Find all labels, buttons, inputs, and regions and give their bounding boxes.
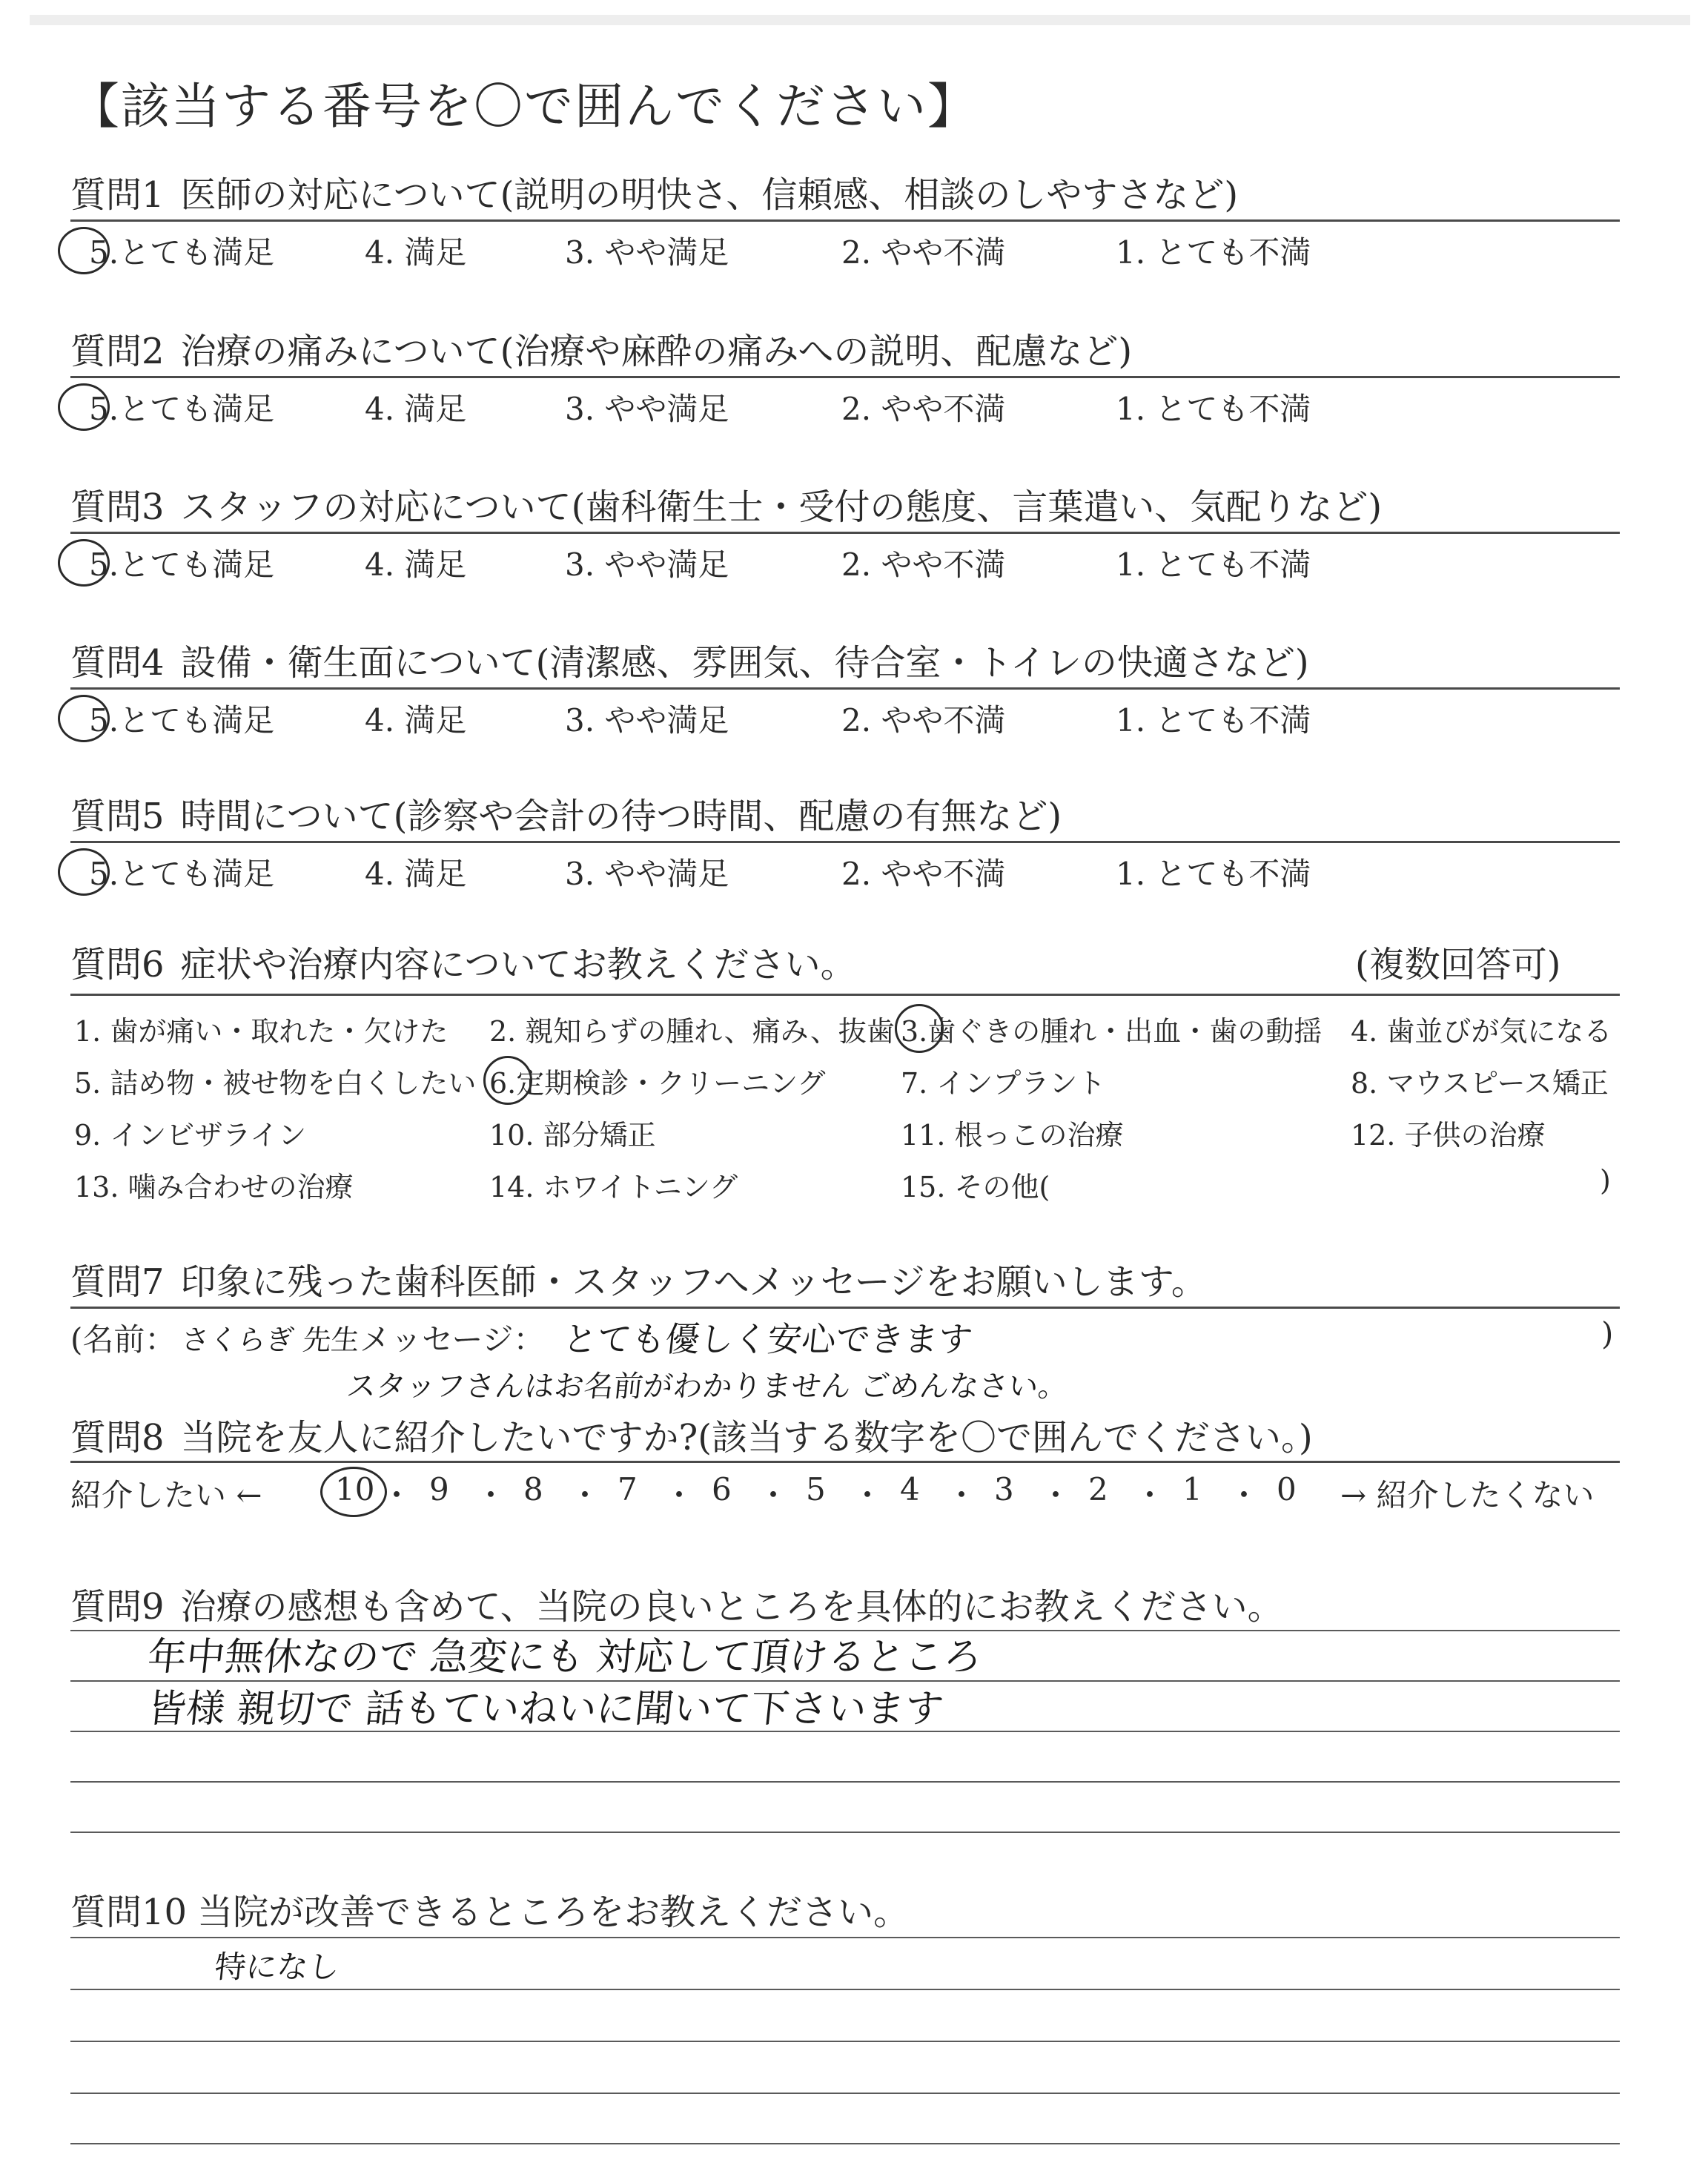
answer-line-2-handwritten: 皆様 親切で 話もていねいに聞いて下さいます — [145, 1687, 946, 1731]
symptom-option-12[interactable]: 12. 子供の治療 — [1351, 1119, 1546, 1152]
question-number: 質問1 — [70, 174, 165, 216]
doctor-name-handwritten: さくらぎ 先生 — [179, 1324, 362, 1356]
close-paren: ) — [1601, 1315, 1614, 1352]
question-number: 質問5 — [70, 796, 165, 837]
scale-separator-dot: ・ — [569, 1477, 601, 1513]
other-close-paren: ) — [1600, 1164, 1611, 1197]
recommend-value-3[interactable]: 3 — [994, 1471, 1014, 1507]
rating-option-2[interactable]: 2. やや不満 — [841, 546, 1006, 583]
question-text: 時間について(診察や会計の待つ時間、配慮の有無など) — [180, 796, 1062, 837]
recommend-value-6[interactable]: 6 — [712, 1471, 732, 1507]
symptom-option-3[interactable]: 3.歯ぐきの腫れ・出血・歯の動揺 — [901, 1015, 1323, 1048]
question-rule — [70, 219, 1620, 222]
rating-option-4[interactable]: 4. 満足 — [365, 546, 467, 583]
multiple-answer-note: (複数回答可) — [1355, 944, 1561, 985]
symptom-option-15[interactable]: 15. その他( — [901, 1171, 1050, 1203]
symptom-option-8[interactable]: 8. マウスピース矯正 — [1351, 1067, 1609, 1100]
selected-circle-mark — [58, 695, 110, 742]
rating-option-1[interactable]: 1. とても不満 — [1116, 702, 1311, 739]
selected-circle-mark — [58, 848, 110, 896]
symptom-option-2[interactable]: 2. 親知らずの腫れ、痛み、抜歯 — [489, 1015, 895, 1048]
writing-line — [70, 1989, 1620, 1990]
recommend-value-2[interactable]: 2 — [1088, 1471, 1108, 1507]
rating-option-1[interactable]: 1. とても不満 — [1116, 234, 1311, 271]
recommend-label-right: → 紹介したくない — [1340, 1477, 1595, 1513]
symptom-option-4[interactable]: 4. 歯並びが気になる — [1351, 1015, 1612, 1048]
recommend-value-4[interactable]: 4 — [900, 1471, 920, 1507]
question-text: 症状や治療内容についてお教えください。 — [180, 944, 856, 985]
writing-line — [70, 2093, 1620, 2094]
scale-separator-dot: ・ — [475, 1477, 507, 1513]
answer-line-1-handwritten: 年中無休なので 急変にも 対応して頂けるところ — [145, 1635, 984, 1680]
symptom-option-13[interactable]: 13. 噛み合わせの治療 — [74, 1171, 354, 1203]
question-rule — [70, 841, 1620, 843]
writing-line — [70, 1781, 1620, 1783]
scale-separator-dot: ・ — [1228, 1477, 1260, 1513]
rating-option-3[interactable]: 3. やや満足 — [565, 702, 729, 739]
question-1 — [70, 166, 1238, 217]
recommend-value-8[interactable]: 8 — [523, 1471, 543, 1507]
rating-option-3[interactable]: 3. やや満足 — [565, 234, 729, 271]
question-3 — [70, 478, 1382, 529]
rating-option-5[interactable]: 5.とても満足 — [89, 391, 275, 427]
selected-circle-mark — [58, 227, 110, 274]
scale-separator-dot: ・ — [663, 1477, 695, 1513]
rating-option-3[interactable]: 3. やや満足 — [565, 546, 729, 583]
recommend-value-7[interactable]: 7 — [618, 1471, 638, 1507]
recommend-label-left: 紹介したい ← — [70, 1477, 262, 1513]
question-number: 質問9 — [70, 1586, 165, 1628]
question-text: 印象に残った歯科医師・スタッフへメッセージをお願いします。 — [180, 1261, 1207, 1303]
improvement-answer-handwritten: 特になし — [213, 1949, 342, 1985]
rating-option-5[interactable]: 5.とても満足 — [89, 234, 275, 271]
symptom-option-14[interactable]: 14. ホワイトニング — [489, 1171, 738, 1203]
question-rule — [70, 1461, 1620, 1463]
selected-circle-mark — [58, 383, 110, 431]
recommend-value-10[interactable]: 10 — [335, 1471, 375, 1507]
selected-circle-mark — [483, 1056, 532, 1105]
message-extra-handwritten: スタッフさんはお名前がわかりません ごめんなさい。 — [345, 1370, 1070, 1404]
question-5 — [70, 787, 1062, 839]
symptom-option-10[interactable]: 10. 部分矯正 — [489, 1119, 656, 1152]
question-number: 質問3 — [70, 486, 165, 528]
question-text: 設備・衛生面について(清潔感、雰囲気、待合室・トイレの快適さなど) — [180, 642, 1309, 684]
rating-option-4[interactable]: 4. 満足 — [365, 702, 467, 739]
rating-option-2[interactable]: 2. やや不満 — [841, 856, 1006, 892]
question-10 — [70, 1883, 909, 1935]
writing-line — [70, 2143, 1620, 2144]
question-9 — [70, 1578, 1283, 1629]
recommend-value-5[interactable]: 5 — [806, 1471, 826, 1507]
symptom-option-9[interactable]: 9. インビザライン — [74, 1119, 307, 1152]
question-rule — [70, 1307, 1620, 1309]
question-6 — [70, 936, 856, 987]
question-8 — [70, 1409, 1313, 1460]
symptom-option-6[interactable]: 6.定期検診・クリーニング — [489, 1067, 826, 1100]
question-7 — [70, 1253, 1207, 1304]
rating-option-1[interactable]: 1. とても不満 — [1116, 391, 1311, 427]
writing-line — [70, 1832, 1620, 1833]
message-label: メッセージ： — [360, 1321, 545, 1358]
question-number: 質問10 — [70, 1892, 188, 1933]
form-instruction: 【該当する番号を〇で囲んでください】 — [70, 78, 978, 135]
question-text: 当院が改善できるところをお教えください。 — [197, 1892, 910, 1933]
rating-option-4[interactable]: 4. 満足 — [365, 856, 467, 892]
rating-option-1[interactable]: 1. とても不満 — [1116, 546, 1311, 583]
rating-option-5[interactable]: 5.とても満足 — [89, 702, 275, 739]
question-rule — [70, 532, 1620, 534]
question-number: 質問4 — [70, 642, 165, 684]
recommend-value-9[interactable]: 9 — [429, 1471, 449, 1507]
rating-option-1[interactable]: 1. とても不満 — [1116, 856, 1311, 892]
selected-circle-mark — [320, 1467, 387, 1517]
symptom-option-5[interactable]: 5. 詰め物・被せ物を白くしたい — [74, 1067, 477, 1100]
selected-circle-mark — [58, 539, 110, 587]
writing-line — [70, 2041, 1620, 2042]
scale-separator-dot: ・ — [1134, 1477, 1166, 1513]
scale-separator-dot: ・ — [852, 1477, 884, 1513]
symptom-option-11[interactable]: 11. 根っこの治療 — [901, 1119, 1124, 1152]
question-text: 治療の痛みについて(治療や麻酔の痛みへの説明、配慮など) — [180, 331, 1133, 372]
question-2 — [70, 323, 1132, 374]
rating-option-3[interactable]: 3. やや満足 — [565, 391, 729, 427]
question-text: スタッフの対応について(歯科衛生士・受付の態度、言葉遣い、気配りなど) — [180, 486, 1383, 528]
question-number: 質問2 — [70, 331, 165, 372]
rating-option-2[interactable]: 2. やや不満 — [841, 391, 1006, 427]
question-rule — [70, 376, 1620, 378]
scale-separator-dot: ・ — [381, 1477, 413, 1513]
symptom-option-7[interactable]: 7. インプラント — [901, 1067, 1106, 1100]
question-number: 質問8 — [70, 1417, 165, 1459]
question-text: 当院を友人に紹介したいですか?(該当する数字を〇で囲んでください。) — [180, 1417, 1313, 1459]
scale-separator-dot: ・ — [946, 1477, 978, 1513]
question-rule — [70, 994, 1620, 996]
question-text: 治療の感想も含めて、当院の良いところを具体的にお教えください。 — [180, 1586, 1283, 1628]
rating-option-5[interactable]: 5.とても満足 — [89, 546, 275, 583]
rating-option-4[interactable]: 4. 満足 — [365, 234, 467, 271]
question-rule — [70, 687, 1620, 690]
message-handwritten: とても優しく安心できます — [560, 1319, 975, 1359]
symptom-option-1[interactable]: 1. 歯が痛い・取れた・欠けた — [74, 1015, 448, 1048]
scan-edge — [30, 15, 1690, 25]
question-number: 質問6 — [70, 944, 165, 985]
rating-option-5[interactable]: 5.とても満足 — [89, 856, 275, 892]
rating-option-4[interactable]: 4. 満足 — [365, 391, 467, 427]
question-4 — [70, 634, 1309, 685]
rating-option-2[interactable]: 2. やや不満 — [841, 702, 1006, 739]
question-text: 医師の対応について(説明の明快さ、信頼感、相談のしやすさなど) — [180, 174, 1239, 216]
rating-option-2[interactable]: 2. やや不満 — [841, 234, 1006, 271]
selected-circle-mark — [895, 1004, 944, 1053]
rating-option-3[interactable]: 3. やや満足 — [565, 856, 729, 892]
recommend-value-0[interactable]: 0 — [1277, 1471, 1297, 1507]
scale-separator-dot: ・ — [758, 1477, 790, 1513]
scale-separator-dot: ・ — [1040, 1477, 1072, 1513]
name-label: (名前： — [70, 1321, 176, 1358]
question-number: 質問7 — [70, 1261, 165, 1303]
recommend-value-1[interactable]: 1 — [1182, 1471, 1202, 1507]
writing-line — [70, 1937, 1620, 1938]
